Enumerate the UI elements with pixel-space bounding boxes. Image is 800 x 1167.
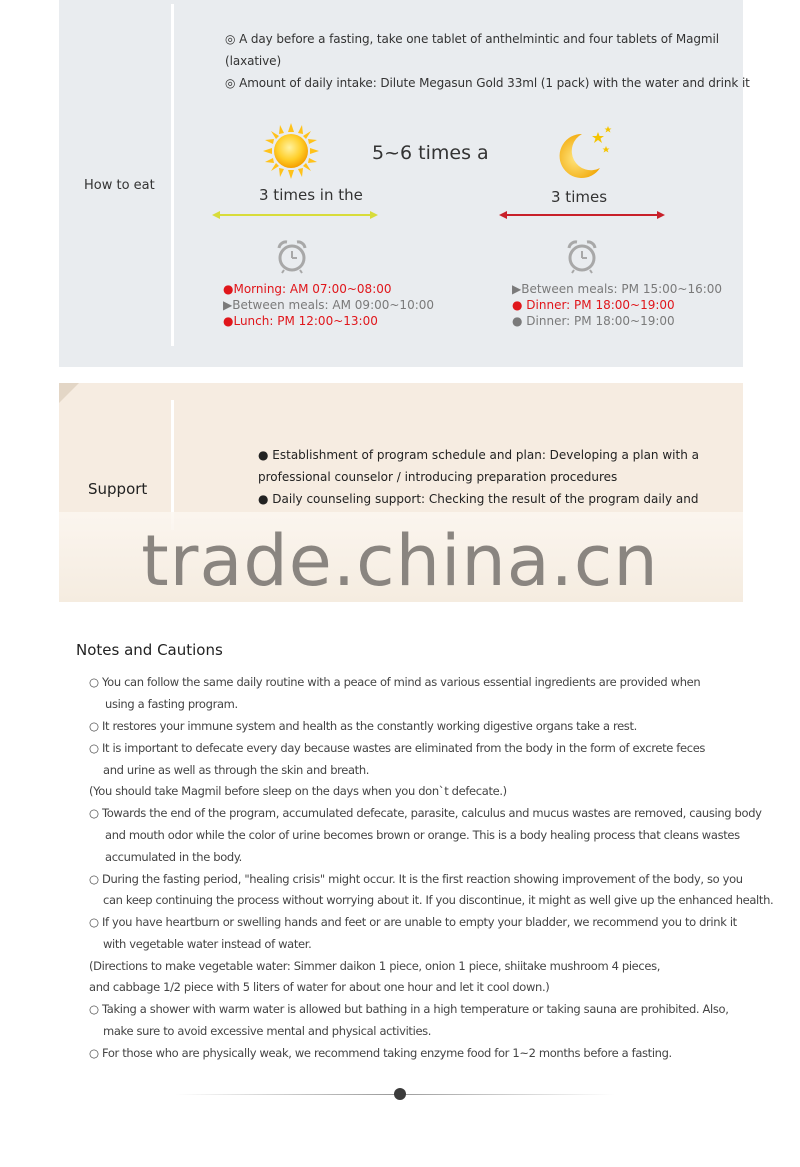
corner-fold: [59, 383, 79, 403]
note-line: with vegetable water instead of water.: [103, 937, 312, 951]
intro-line-1: ◎ A day before a fasting, take one tablet of anthelmintic and four tablets of Magmil: [225, 32, 719, 46]
support-label: Support: [88, 480, 148, 498]
notes-title: Notes and Cautions: [76, 641, 223, 659]
note-line: can keep continuing the process without worrying about it. If you discontinue, it might as well give up the enhanced health.: [103, 893, 774, 907]
note-line: ○ It restores your immune system and health as the constantly working digestive organs take a rest.: [89, 719, 637, 733]
note-line: make sure to avoid excessive mental and physical activities.: [103, 1024, 432, 1038]
schedule-dinner-alt: ● Dinner: PM 18:00~19:00: [512, 314, 675, 328]
sun-icon: [262, 122, 320, 180]
watermark: trade.china.cn: [141, 520, 659, 602]
schedule-lunch: ●Lunch: PM 12:00~13:00: [223, 314, 378, 328]
how-to-eat-label: How to eat: [84, 178, 155, 193]
support-line-1: ● Establishment of program schedule and plan: Developing a plan with a: [258, 448, 699, 462]
intro-line-2: (laxative): [225, 54, 282, 68]
note-line: ○ For those who are physically weak, we recommend taking enzyme food for 1~2 months before a fasting.: [89, 1046, 672, 1060]
note-line: and mouth odor while the color of urine becomes brown or orange. This is a body healing process that cleans wastes: [105, 828, 740, 842]
night-times-label: 3 times: [551, 188, 608, 206]
note-line: ○ Towards the end of the program, accumulated defecate, parasite, calculus and mucus wastes are removed, causing body: [89, 806, 762, 820]
moon-icon: [552, 124, 616, 182]
note-line: ○ If you have heartburn or swelling hands and feet or are unable to empty your bladder, we recommend you to drink it: [89, 915, 737, 929]
note-line: and cabbage 1/2 piece with 5 liters of water for about one hour and let it cool down.): [89, 980, 550, 994]
note-line: using a fasting program.: [105, 697, 238, 711]
schedule-morning: ●Morning: AM 07:00~08:00: [223, 282, 392, 296]
support-line-3: ● Daily counseling support: Checking the result of the program daily and: [258, 492, 699, 506]
day-times-label: 3 times in the: [259, 186, 363, 204]
schedule-between-meals-pm: ▶Between meals: PM 15:00~16:00: [512, 282, 723, 296]
frequency-title: 5~6 times a: [372, 142, 489, 164]
alarm-clock-icon: [564, 238, 600, 274]
note-line: ○ During the fasting period, "healing crisis" might occur. It is the first reaction showing improvement of the body, so you: [89, 872, 743, 886]
section-divider: [171, 4, 174, 346]
alarm-clock-icon: [274, 238, 310, 274]
night-arrow-icon: [499, 208, 665, 222]
schedule-dinner: ● Dinner: PM 18:00~19:00: [512, 298, 675, 312]
note-line: ○ It is important to defecate every day because wastes are eliminated from the body in the form of excrete feces: [89, 741, 706, 755]
support-line-2: professional counselor / introducing preparation procedures: [258, 470, 618, 484]
schedule-between-meals-am: ▶Between meals: AM 09:00~10:00: [223, 298, 435, 312]
day-arrow-icon: [212, 208, 378, 222]
note-line: (Directions to make vegetable water: Simmer daikon 1 piece, onion 1 piece, shiitake mushroom 4 pieces,: [89, 959, 661, 973]
note-line: ○ Taking a shower with warm water is allowed but bathing in a high temperature or taking sauna are prohibited. Also,: [89, 1002, 729, 1016]
note-line: accumulated in the body.: [105, 850, 242, 864]
section-divider: [171, 400, 174, 530]
bottom-dot: [394, 1088, 406, 1100]
note-line: (You should take Magmil before sleep on the days when you don`t defecate.): [89, 784, 507, 798]
note-line: ○ You can follow the same daily routine with a peace of mind as various essential ingredients are provided when: [89, 675, 701, 689]
note-line: and urine as well as through the skin and breath.: [103, 763, 370, 777]
intro-line-3: ◎ Amount of daily intake: Dilute Megasun Gold 33ml (1 pack) with the water and drink it: [225, 76, 750, 90]
